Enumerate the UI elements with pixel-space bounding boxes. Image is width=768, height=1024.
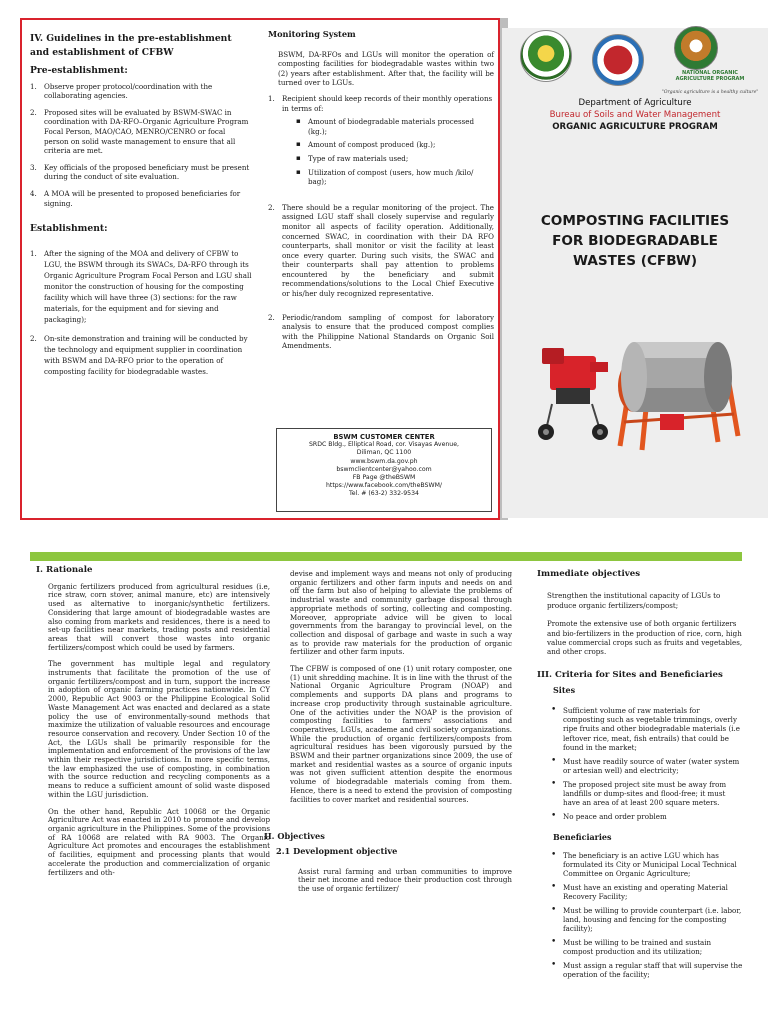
address-line: Diliman, QC 1100 [356,449,412,457]
cover-title [502,211,768,271]
telephone-text: Tel. # (63-2) 332-9534 [349,490,419,498]
customer-center-box [276,428,492,512]
logo-row [502,28,768,108]
website-link[interactable]: www.bswm.da.gov.ph [350,457,418,465]
noap-logo [674,26,718,70]
bswm-seal-logo [592,34,644,86]
green-divider-line [30,552,742,561]
rationale-paragraph: On the other hand, Republic Act 10068 or the Organic Agriculture Act was enacted in 2010 to promote and develop organic agriculture in the Philippines. Some of the provisions of RA 10068 are related with RA 9003. The Organic Agriculture Act promotes and encourages the establishment of facilities, equipment and processing plants that would accelerate the production and commercialization of organic fertilizers and oth- [48,806,270,877]
development-objective-text: Assist rural farming and urban communities to improve their net income and reduce their production cost through the use of organic fertilizer/ [298,866,512,894]
beneficiaries-heading: Beneficiaries [553,832,612,843]
list-item: 4. A MOA will be presented to proposed beneficiaries for signing. [30,188,241,208]
pre-establishment-list [30,82,252,209]
monitoring-intro: BSWM, DA-RFOs and LGUs will monitor the operation of composting facilities for biodegradable wastes within two (2) years after establishment. After that, the facility will be turned over to LGUs. [278,49,494,88]
objectives-heading: II. Objectives [264,831,325,842]
noap-label: NATIONAL ORGANIC AGRICULTURE PROGRAM [675,70,745,82]
list-item: 2. There should be a regular monitoring of the project. The assigned LGU staff shall closely supervise and regularly monitor all aspects of facility operation. Additionally, concerned SWAC, in coordination with their DA RFO counterparts, shall monitor or visit the facility at least once every quarter. During such visits, the SWAC and their counterparts shall pay attention to problems encountered by the beneficiary and submit recommendations/solutions to the Local Chief Executive or his/her duly recognized representative. [268,202,494,299]
da-seal-logo [520,30,572,82]
immediate-objectives-heading: Immediate objectives [537,569,641,579]
list-item: 3. Key officials of the proposed beneficiary must be present during the conduct of site evaluation. [30,162,250,182]
department-block [502,98,768,132]
body-paragraph: devise and implement ways and means not only of producing organic fertilizers and other farm inputs and needs on and off the farm but also of helping to alleviate the problems of industrial waste and community garbage disposal through appropriate methods of sorting, collecting and composting. Moreover, appropriate advice will be given to local governments from the barangay to provincial level, on the collection and disposal of garbage and waste in such a way as to provide raw materials for the production of organic fertilizer and other farm inputs. [290,569,512,657]
department-name: Department of Agriculture [578,98,692,108]
sub-list-item: ▪ Type of raw materials used; [300,154,494,164]
list-item: 1. Observe proper protocol/coordination with the collaborating agencies. [30,81,213,101]
monitoring-column [268,30,494,358]
objective-paragraph: Promote the extensive use of both organic fertilizers and bio-fertilizers in the production of rice, corn, high value commercial crops such as fruits and vegetables, and other crops. [547,619,743,657]
sub-list-item: ▪ Amount of compost produced (kg.); [300,140,494,150]
criteria-column [537,570,743,983]
list-item: • The beneficiary is an active LGU which has formulated its City or Municipal Local Technical Committee on Organic Agriculture; [553,851,743,879]
cover-title-line: FOR BIODEGRADABLE [552,233,718,249]
cover-title-line: WASTES (CFBW) [572,253,698,269]
email-link[interactable]: bswmclientcenter@yahoo.com [336,465,432,473]
objective-paragraph: Strengthen the institutional capacity of LGUs to produce organic fertilizers/compost; [547,591,721,610]
sub-list-item: ▪ Amount of biodegradable materials processed (kg.); [300,117,494,136]
list-item: 1. Recipient should keep records of their monthly operations in terms of: ▪ Amount of biodegradable materials processed (kg.); ▪ Amount of compost produced (kg.); ▪ Type of raw materials used; ▪ Utilization of compost (users, how much /kilo/ bag); [268,94,494,187]
list-item: • Must have an existing and operating Material Recovery Facility; [553,883,743,902]
list-item: 1. After the signing of the MOA and delivery of CFBW to LGU, the BSWM through its SWACs, DA-RFO through its Organic Agriculture Program Focal Person and LGU shall monitor the construction of housing for the composting facility which will have three (3) sections: for the raw materials, for the equipment and for sieving and packaging); [30,248,252,324]
fb-page-text: FB Page @theBSWM [352,474,416,482]
establishment-heading: Establishment: [30,223,108,235]
rationale-column [36,566,270,885]
establishment-list [30,248,252,377]
customer-center-title: BSWM CUSTOMER CENTER [333,433,435,441]
program-name: ORGANIC AGRICULTURE PROGRAM [552,122,718,132]
list-item: • Must be willing to provide counterpart (i.e. labor, land, housing and fencing for the composting facility); [553,906,743,934]
guidelines-heading: IV. Guidelines in the pre-establishment and establishment of CFBW [30,33,232,58]
body-paragraph: The CFBW is composed of one (1) unit rotary composter, one (1) unit shredding machine. It is in line with the thrust of the National Organic Agriculture Program (NOAP) and complements and supports DA plans and programs to increase crop productivity through sustainable agriculture. One of the activities under the NOAP is the provision of composting facilities to farmers' associations and cooperatives, LGUs, academe and civil society organizations. While the production of organic fertilizers/composts from agricultural residues has been vigorously pursued by the BSWM and their partner organizations since 2009, the use of market and residential wastes as a source of organic inputs was not given sufficient attention despite the enormous volume of biodegradable materials coming from them. Hence, there is a need to extend the provision of composting facilities to cover market and residential sources. [290,664,512,804]
rationale-paragraph: Organic fertilizers produced from agricultural residues (i.e, rice straw, corn stover, animal manure, etc) are intensively used as alternative to inorganic/synthetic fertilizers. Considering that large amount of biodegradable wastes are also coming from markets and residences, there is a need to set-up facilities near markets, trading posts and residential areas that will convert those wastes into organic fertilizers/compost which could be used by farmers. [48,581,270,652]
list-item: • Must have readily source of water (water system or artesian well) and electricity; [553,757,743,776]
sites-list [537,706,743,821]
pre-establishment-heading: Pre-establishment: [30,65,128,76]
rotary-composter [618,342,738,450]
cover-title-line: COMPOSTING FACILITIES [540,213,730,229]
rationale-paragraph: The government has multiple legal and regulatory instruments that facilitate the promotion of the use of organic fertilizers/compost and in turn, support the increase in adoption of organic farming practices nationwide. In CY 2000, Republic Act 9003 or the Philippine Ecological Solid Waste Management Act was enacted and declared as a state policy the use of environmentally-sound methods that maximize the utilization of valuable resources and encourage resource conservation and recovery. Under Section 10 of the Act, the LGUs shall be primarily responsible for the implementation and enforcement of the provisions of the law within their respective jurisdictions. In more specific terms, the law emphasized the use of composting, in combination with the source reduction and recycling components as a means to reduce a sufficient amount of solid waste disposed within the LGU jurisdiction. [48,659,270,799]
list-item: 2. On-site demonstration and training will be conducted by the technology and equipment supplier in coordination with BSWM and DA-RFO prior to the operation of composting facility for biodegradable wastes. [30,333,248,376]
monitoring-list [268,94,494,351]
shredding-machine [538,348,608,440]
list-item: 2. Periodic/random sampling of compost for laboratory analysis to ensure that the produced compost complies with the Philippine National Standards on Organic Soil Amendments. [268,312,494,351]
noap-tagline: "Organic agriculture is a healthy culture" [661,90,759,95]
record-sublist [282,117,494,187]
monitoring-heading: Monitoring System [268,29,356,39]
sites-heading: Sites [553,685,576,696]
address-line: SRDC Bldg., Elliptical Road, cor. Visayas Avenue, [308,441,459,449]
facebook-link[interactable]: https://www.facebook.com/theBSWM/ [325,482,443,490]
list-item: • Must assign a regular staff that will supervise the operation of the facility; [553,961,743,980]
development-objective-heading: 2.1 Development objective [276,845,398,856]
list-item: • The proposed project site must be away from landfills or dump-sites and flood-free; it must have an area of at least 200 square meters. [553,780,743,808]
beneficiaries-list [537,851,743,980]
list-item: • Sufficient volume of raw materials for composting such as vegetable trimmings, overly ripe fruits and other biodegradable materials (i.e leftover rice, meat, fish entrails) that could be found in the market; [553,706,743,753]
bureau-name: Bureau of Soils and Water Management [549,110,721,120]
list-item: • Must be willing to be trained and sustain compost production and its utilization; [553,938,743,957]
composting-machines-illustration [502,318,768,458]
guidelines-column [30,32,252,384]
rationale-heading: I. Rationale [36,565,93,575]
list-item: • No peace and order problem [553,812,743,821]
rationale-continued-column [264,569,512,902]
list-item: 2. Proposed sites will be evaluated by BSWM-SWAC in coordination with DA-RFO–Organic Agriculture Program Focal Person, MAO/CAO, MENRO/CENRO or focal person on solid waste management to ensure that all criteria are met. [30,107,249,156]
sub-list-item: ▪ Utilization of compost (users, how much /kilo/ bag); [300,168,494,187]
cover-panel [502,28,768,518]
criteria-heading: III. Criteria for Sites and Beneficiaries [537,669,723,680]
